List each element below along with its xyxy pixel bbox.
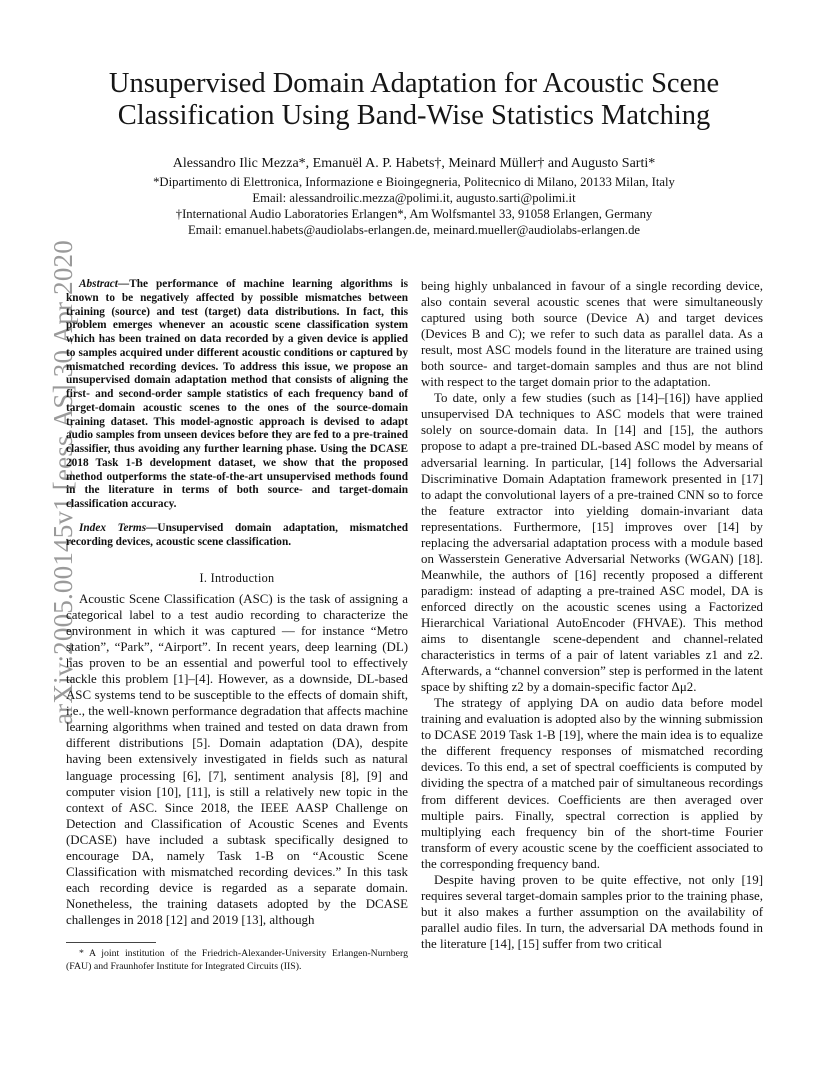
author-list: Alessandro Ilic Mezza*, Emanuël A. P. Habets†, Meinard Müller† and Augusto Sarti* [172,156,656,171]
index-terms [66,522,408,550]
paragraph: The strategy of applying DA on audio data before model training and evaluation is adopted also by the winning submission to DCASE 2019 Task 1-B [19], where the main idea is to equalize the different frequency responses of mismatched recording devices. To this end, a set of spectral coefficients is computed by dividing the spectra of a matched pair of simultaneous recordings from different devices. Coefficients are then averaged over multiple pairs. Finally, spectral correction is applied by multiplying each frequency bin of the short-time Fourier transform of every acoustic scene by the coefficient associated to the corresponding frequency band. [421,696,763,871]
footnote-rule [66,942,156,943]
index-terms-label: Index Terms— [79,522,158,534]
section-heading: I. Introduction [199,571,275,585]
email-polimi: Email: alessandroilic.mezza@polimi.it, augusto.sarti@polimi.it [252,191,576,205]
abstract [66,278,408,512]
index-terms-text: Unsupervised domain adaptation, mismatched recording devices, acoustic scene classification. [66,522,408,548]
paragraph: Acoustic Scene Classification (ASC) is the task of assigning a categorical label to a test audio recording to characterize the environment in which it was captured — for instance “Metro station”, “Park”, “Airport”. In recent years, deep learning (DL) has proven to be an essential and powerful tool to effectively tackle this problem [1]–[4]. However, as a downside, DL-based ASC systems tend to be susceptible to the effects of domain shift, i.e., the well-known performance degradation that affects machine learning algorithms when trained and tested on data drawn from different distributions [5]. Domain adaptation (DA), despite having been extensively investigated in fields such as natural language processing [6], [7], sentiment analysis [8], [9] and computer vision [10], [11], is still a relatively new topic in the context of ASC. Since 2018, the IEEE AASP Challenge on Detection and Classification of Acoustic Scenes and Events (DCASE) have included a subtask specifically designed to encourage DA, namely Task 1-B on “Acoustic Scene Classification with mismatched recording devices.” In this task each recording device is regarded as a separate domain. Nonetheless, the training datasets adopted by the DCASE challenges in 2018 [12] and 2019 [13], although [66,592,408,927]
affiliation-polimi: *Dipartimento di Elettronica, Informazione e Bioingegneria, Politecnico di Milano, 20133 Milan, Italy [153,175,675,189]
footnote: * A joint institution of the Friedrich-Alexander-University Erlangen-Nurnberg (FAU) and Fraunhofer Institute for Integrated Circuits (IIS). [66,948,408,972]
right-column-body [421,278,763,952]
paper-title: Unsupervised Domain Adaptation for Acoustic Scene Classification Using Band-Wise Statistics Matching [108,68,720,131]
abstract-label: Abstract— [79,278,130,290]
arxiv-id[interactable]: arXiv:2005.00145v1 [eess.AS] 30 Apr 2020 [48,240,78,725]
affiliation-audiolabs: †International Audio Laboratories Erlangen*, Am Wolfsmantel 33, 91058 Erlangen, Germany [175,207,653,221]
left-column-body [66,591,408,928]
paragraph: Despite having proven to be quite effective, not only [19] requires several target-domain samples prior to the training phase, but it also makes a further assumption on the availability of parallel audio files. In turn, the adversarial DA methods found in the literature [14], [15] suffer from two critical [421,872,763,951]
paragraph: being highly unbalanced in favour of a single recording device, also contain several acoustic scenes that were simultaneously captured using both source (Device A) and target devices (Devices B and C); we refer to such data as parallel data. As a result, most ASC models found in the literature are trained using both source- and target-domain samples and thus are not blind with respect to the target domain prior to the adaptation. [421,279,763,390]
paragraph: To date, only a few studies (such as [14]–[16]) have applied unsupervised DA techniques to ASC models that were trained solely on source-domain data. In [14] and [15], the authors propose to adapt a pre-trained DL-based ASC model by means of adversarial learning. In particular, [14] follows the Adversarial Discriminative Domain Adaptation framework presented in [17] to adapt the convolutional layers of a pre-trained CNN so to force the feature extractor into yielding domain-invariant data representations. Furthermore, [15] improves over [14] by replacing the adversarial adaptation process with a module based on Wasserstein Generative Adversarial Networks (WGAN) [18]. Meanwhile, the authors of [16] recently proposed a different paradigm: instead of adapting a pre-trained ASC model, DA is enforced directly on the acoustic scenes using a Factorized Hierarchical Variational AutoEncoder (FHVAE). This method aims to disentangle scene-dependent and channel-related characteristics in terms of a pair of latent variables z1 and z2. Afterwards, a “channel conversion” step is performed in the latent space by shifting z2 by a domain-specific factor Δμ2. [421,391,763,695]
email-audiolabs: Email: emanuel.habets@audiolabs-erlangen.de, meinard.mueller@audiolabs-erlangen.de [187,223,641,237]
arxiv-watermark [18,240,78,725]
abstract-text: The performance of machine learning algorithms is known to be negatively affected by possible mismatches between training (source) and test (target) data distributions. In fact, this problem emerges whenever an acoustic scene classification system which has been trained on data recorded by a given device is applied to samples acquired under different acoustic conditions or captured by mismatched recording devices. To address this issue, we propose an unsupervised domain adaptation method that consists of aligning the first- and second-order sample statistics of each frequency band of target-domain acoustic scenes to the ones of the source-domain training dataset. This model-agnostic approach is devised to adapt audio samples from unseen devices before they are fed to a pre-trained classifier, thus avoiding any further learning phase. Using the DCASE 2018 Task 1-B development dataset, we show that the proposed method outperforms the state-of-the-art unsupervised methods found in the literature in terms of both source- and target-domain classification accuracy. [66,278,408,510]
